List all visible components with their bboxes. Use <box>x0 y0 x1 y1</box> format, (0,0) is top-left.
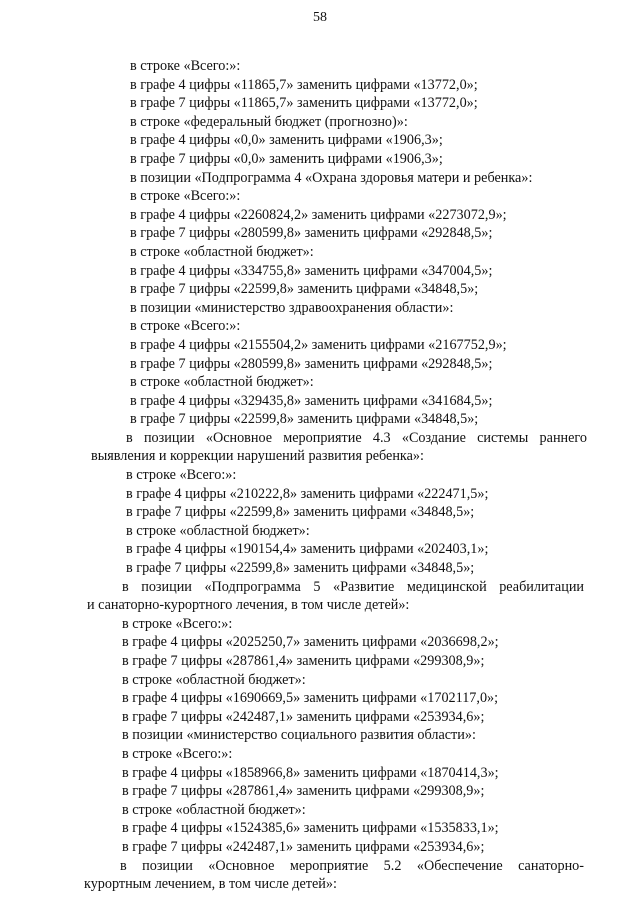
page-number: 58 <box>313 10 327 25</box>
text-line: в графе 7 цифры «287861,4» заменить цифрами «299308,9»; <box>122 653 485 669</box>
text-line: в строке «федеральный бюджет (прогнозно)»: <box>130 113 408 130</box>
text-line: в графе 4 цифры «2260824,2» заменить цифрами «2273072,9»; <box>130 206 507 223</box>
text-line: в позиции «Подпрограмма 4 «Охрана здоровья матери и ребенка»: <box>130 169 533 186</box>
text-line: в графе 4 цифры «2155504,2» заменить цифрами «2167752,9»; <box>130 336 507 353</box>
text-line: выявления и коррекции нарушений развития ребенка»: <box>91 448 424 465</box>
text-line: курортным лечением, в том числе детей»: <box>84 876 337 893</box>
text-line: в строке «Всего:»: <box>122 615 233 632</box>
text-line: в графе 4 цифры «1858966,8» заменить цифрами «1870414,3»; <box>122 764 499 781</box>
text-line: в графе 7 цифры «22599,8» заменить цифрами «34848,5»; <box>130 411 479 428</box>
text-line: в графе 4 цифры «329435,8» заменить цифрами «341684,5»; <box>130 392 493 409</box>
text-line: в позиции «министерство здравоохранения области»: <box>130 299 454 316</box>
text-line: в позиции «министерство социального развития области»: <box>122 727 476 744</box>
text-line: в строке «областной бюджет»: <box>122 801 306 818</box>
text-line: в графе 7 цифры «280599,8» заменить цифрами «292848,5»; <box>130 225 493 242</box>
text-line: в графе 7 цифры «22599,8» заменить цифрами «34848,5»; <box>126 504 475 521</box>
text-line: в графе 7 цифры «22599,8» заменить цифрами «34848,5»; <box>126 560 475 577</box>
text-line: в графе 4 цифры «210222,8» заменить цифрами «222471,5»; <box>126 485 489 502</box>
text-line: в графе 4 цифры «2025250,7» заменить цифрами «2036698,2»; <box>122 634 499 651</box>
text-line: в позиции «Подпрограмма 5 «Развитие медицинской реабилитации <box>122 578 584 595</box>
text-line: в графе 7 цифры «11865,7» заменить цифрами «13772,0»; <box>130 95 478 112</box>
text-line: в строке «областной бюджет»: <box>126 522 310 539</box>
text-line: в графе 7 цифры «287861,4» заменить цифрами «299308,9»; <box>122 783 485 800</box>
text-line: в графе 4 цифры «11865,7» заменить цифрами «13772,0»; <box>130 76 478 93</box>
text-line: в графе 7 цифры «280599,8» заменить цифрами «292848,5»; <box>130 355 493 372</box>
text-line: в графе 7 цифры «242487,1» заменить цифрами «253934,6»; <box>122 708 485 725</box>
document-body <box>0 57 640 894</box>
text-line: в графе 4 цифры «334755,8» заменить цифрами «347004,5»; <box>130 262 493 279</box>
text-line: в графе 7 цифры «0,0» заменить цифрами «1906,3»; <box>130 150 443 167</box>
text-line: в строке «Всего:»: <box>130 318 241 335</box>
text-line: в позиции «Основное мероприятие 5.2 «Обеспечение санаторно- <box>120 857 584 874</box>
text-line: в графе 4 цифры «1524385,6» заменить цифрами «1535833,1»; <box>122 820 499 837</box>
text-line: в графе 7 цифры «242487,1» заменить цифрами «253934,6»; <box>122 838 485 855</box>
text-line: в строке «Всего:»: <box>130 188 241 205</box>
text-line: в графе 4 цифры «0,0» заменить цифрами «1906,3»; <box>130 132 443 149</box>
text-line: в строке «Всего:»: <box>130 58 241 74</box>
text-line: в графе 4 цифры «190154,4» заменить цифрами «202403,1»; <box>126 541 489 558</box>
text-line: в позиции «Основное мероприятие 4.3 «Создание системы раннего <box>126 429 587 446</box>
text-line: в строке «Всего:»: <box>126 467 237 484</box>
text-line: и санаторно-курортного лечения, в том числе детей»: <box>87 597 410 614</box>
text-line: в строке «областной бюджет»: <box>130 374 314 391</box>
text-line: в строке «областной бюджет»: <box>130 243 314 260</box>
text-line: в графе 4 цифры «1690669,5» заменить цифрами «1702117,0»; <box>122 690 499 707</box>
text-line: в графе 7 цифры «22599,8» заменить цифрами «34848,5»; <box>130 281 479 298</box>
text-line: в строке «областной бюджет»: <box>122 671 306 688</box>
text-line: в строке «Всего:»: <box>122 745 233 762</box>
